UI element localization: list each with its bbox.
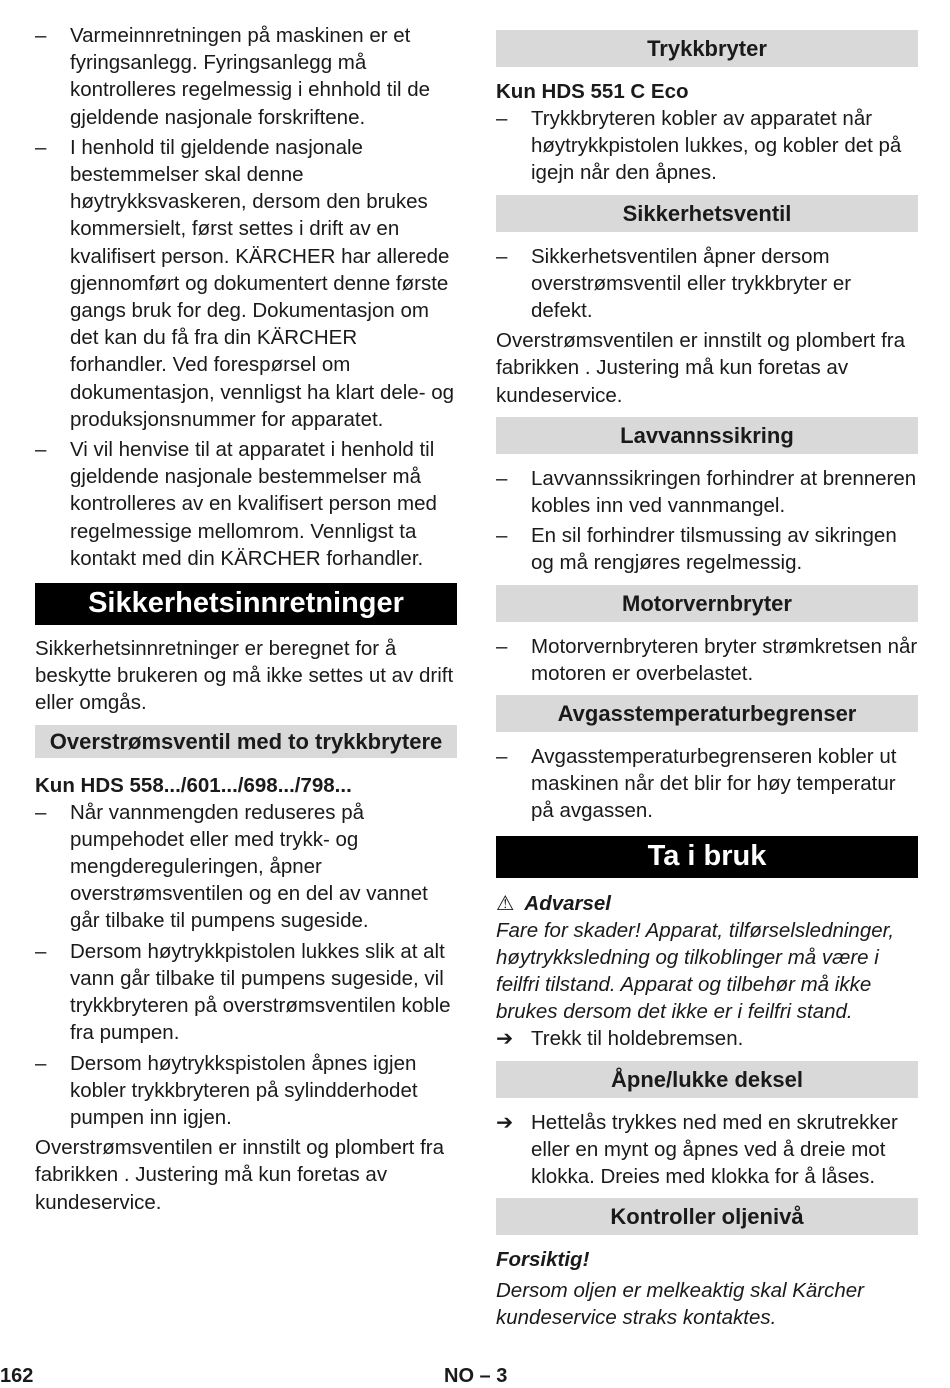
dash-mark: –	[35, 24, 47, 47]
page-number: 162	[0, 1365, 34, 1387]
list-item-text: Sikkerhetsventilen åpner dersom overstrømsventil eller trykkbryter er defekt.	[531, 244, 852, 323]
dash-mark: –	[35, 135, 47, 159]
safety-devices-text: Sikkerhetsinnretninger er beregnet for å beskytte brukeren og må ikke settes ut av drift eller omgås.	[35, 637, 454, 715]
lowwater-list	[496, 465, 918, 577]
dash-mark: –	[35, 1051, 47, 1075]
section-heading-start-up: Ta i bruk	[496, 836, 918, 878]
dash-mark: –	[496, 634, 508, 658]
warning-text: Fare for skader! Apparat, tilførselsledninger, høytrykksledning og tilkoblinger må være i feilfri tilstand. Apparat og tilbehør må ikke brukes dersom det ikke er i feilfri stand.	[496, 918, 895, 1024]
dash-mark: –	[496, 107, 508, 130]
list-item-text: Lavvannssikringen forhindrer at brenneren kobles inn ved vannmangel.	[531, 466, 917, 518]
dash-mark: –	[496, 244, 508, 268]
list-item-text: Vi vil henvise til at apparatet i henhold til gjeldende nasjonale bestemmelser må kontrolleres av en kvalifisert person med regelmessige mellomrom. Vennligst ta kontakt med din KÄRCHER forhandler.	[70, 438, 437, 570]
list-item-text: Avgasstemperaturbegrenseren kobler ut maskinen når det blir for høy temperatur på avgassen.	[531, 745, 897, 823]
right-column	[496, 30, 918, 1332]
intro-list	[35, 22, 457, 572]
section-heading-low-water: Lavvannssikring	[496, 417, 918, 454]
arrow-right-icon: ➔	[496, 1027, 514, 1051]
list-item	[496, 522, 918, 576]
left-column	[35, 22, 457, 1216]
warning-triangle-icon: ⚠	[496, 891, 515, 915]
section-heading-safety-devices: Sikkerhetsinnretninger	[35, 583, 457, 625]
list-item-text: Varmeinnretningen på maskinen er et fyringsanlegg. Fyringsanlegg må kontrolleres regelmessig i ehnhold til de gjeldende nasjonale forskriftene.	[70, 24, 431, 129]
warning-label	[496, 890, 918, 917]
section-heading-oil-level: Kontroller oljenivå	[496, 1198, 918, 1235]
dash-mark: –	[496, 745, 508, 769]
list-item-text: En sil forhindrer tilsmussing av sikringen og må rengjøres regelmessig.	[531, 524, 897, 575]
list-item-text: I henhold til gjeldende nasjonale bestemmelser skal denne høytrykksvaskeren, dersom den brukes kommersielt, først settes i drift av en kvalifisert person. KÄRCHER har allerede gjennomført og dokumentert denne første gangs bruk for deg. Dokumentasjon om det kan du få fra din KÄRCHER forhandler. Ved forespørsel om dokumentasjon, vennligst ha klart dele- og produksjonsnummer for apparatet.	[70, 135, 455, 431]
list-item	[496, 743, 918, 825]
motor-list	[496, 633, 918, 687]
section-heading-motor-protection: Motorvernbryter	[496, 585, 918, 622]
dash-mark: –	[35, 800, 47, 824]
list-item	[35, 799, 457, 935]
list-item	[35, 938, 457, 1047]
list-item	[496, 243, 918, 325]
list-item	[35, 22, 457, 131]
list-item-text: Dersom høytrykkspistolen åpnes igjen kobler trykkbryteren på sylindderhodet pumpen inn igjen.	[70, 1051, 418, 1129]
list-item	[35, 134, 457, 433]
list-item	[496, 105, 918, 187]
dash-mark: –	[496, 466, 508, 490]
list-item	[496, 1025, 918, 1052]
section-heading-pressure-switch: Trykkbryter	[496, 30, 918, 67]
valve-note: Overstrømsventilen er innstilt og plombert fra fabrikken . Justering må kun foretas av kundeservice.	[496, 329, 905, 407]
pressure-models: Kun HDS 551 C Eco	[496, 80, 689, 103]
section-heading-cover: Åpne/lukke deksel	[496, 1061, 918, 1098]
list-item-text: Dersom høytrykkpistolen lukkes slik at alt vann går tilbake til pumpens sugeside, vil trykkbryteren på overstrømsventilen koble fra pumpen.	[70, 939, 451, 1045]
dash-mark: –	[35, 438, 47, 462]
list-item	[35, 1050, 457, 1132]
exhaust-list	[496, 743, 918, 825]
list-item-text: Trykkbryteren kobler av apparatet når høytrykkpistolen lukkes, og kobler det på igejn når den åpnes.	[531, 107, 902, 185]
section-heading-overflow-valve: Overstrømsventil med to trykkbrytere	[35, 725, 457, 758]
overflow-models: Kun HDS 558.../601.../698.../798...	[35, 773, 352, 797]
language-page-label: NO – 3	[444, 1365, 508, 1387]
section-heading-exhaust-limiter: Avgasstemperaturbegrenser	[496, 695, 918, 732]
list-item	[496, 633, 918, 687]
list-item-text: Trekk til holdebremsen.	[531, 1027, 744, 1051]
overflow-note: Overstrømsventilen er innstilt og plombert fra fabrikken . Justering må kun foretas av kundeservice.	[35, 1136, 444, 1214]
list-item	[496, 465, 918, 519]
list-item	[496, 1109, 918, 1191]
list-item-text: Motorvernbryteren bryter strømkretsen når motoren er overbelastet.	[531, 634, 918, 685]
overflow-list	[35, 799, 457, 1131]
warning-label-text: Advarsel	[524, 891, 611, 915]
list-item-text: Hettelås trykkes ned med en skrutrekker eller en mynt og åpnes ved å dreie mot klokka. Dreies med klokka for å låses.	[531, 1110, 898, 1189]
pressure-list	[496, 105, 918, 187]
warning-steps	[496, 1025, 918, 1052]
dash-mark: –	[35, 939, 47, 963]
dash-mark: –	[496, 524, 508, 548]
caution-label: Forsiktig!	[496, 1248, 590, 1272]
section-heading-safety-valve: Sikkerhetsventil	[496, 195, 918, 232]
list-item	[35, 436, 457, 572]
cover-steps	[496, 1109, 918, 1191]
caution-text: Dersom oljen er melkeaktig skal Kärcher kundeservice straks kontaktes.	[496, 1279, 864, 1330]
valve-list	[496, 243, 918, 325]
list-item-text: Når vannmengden reduseres på pumpehodet eller med trykk- og mengdereguleringen, åpner overstrømsventilen og en del av vannet går tilbake til pumpens sugeside.	[70, 800, 428, 933]
arrow-right-icon: ➔	[496, 1110, 514, 1134]
